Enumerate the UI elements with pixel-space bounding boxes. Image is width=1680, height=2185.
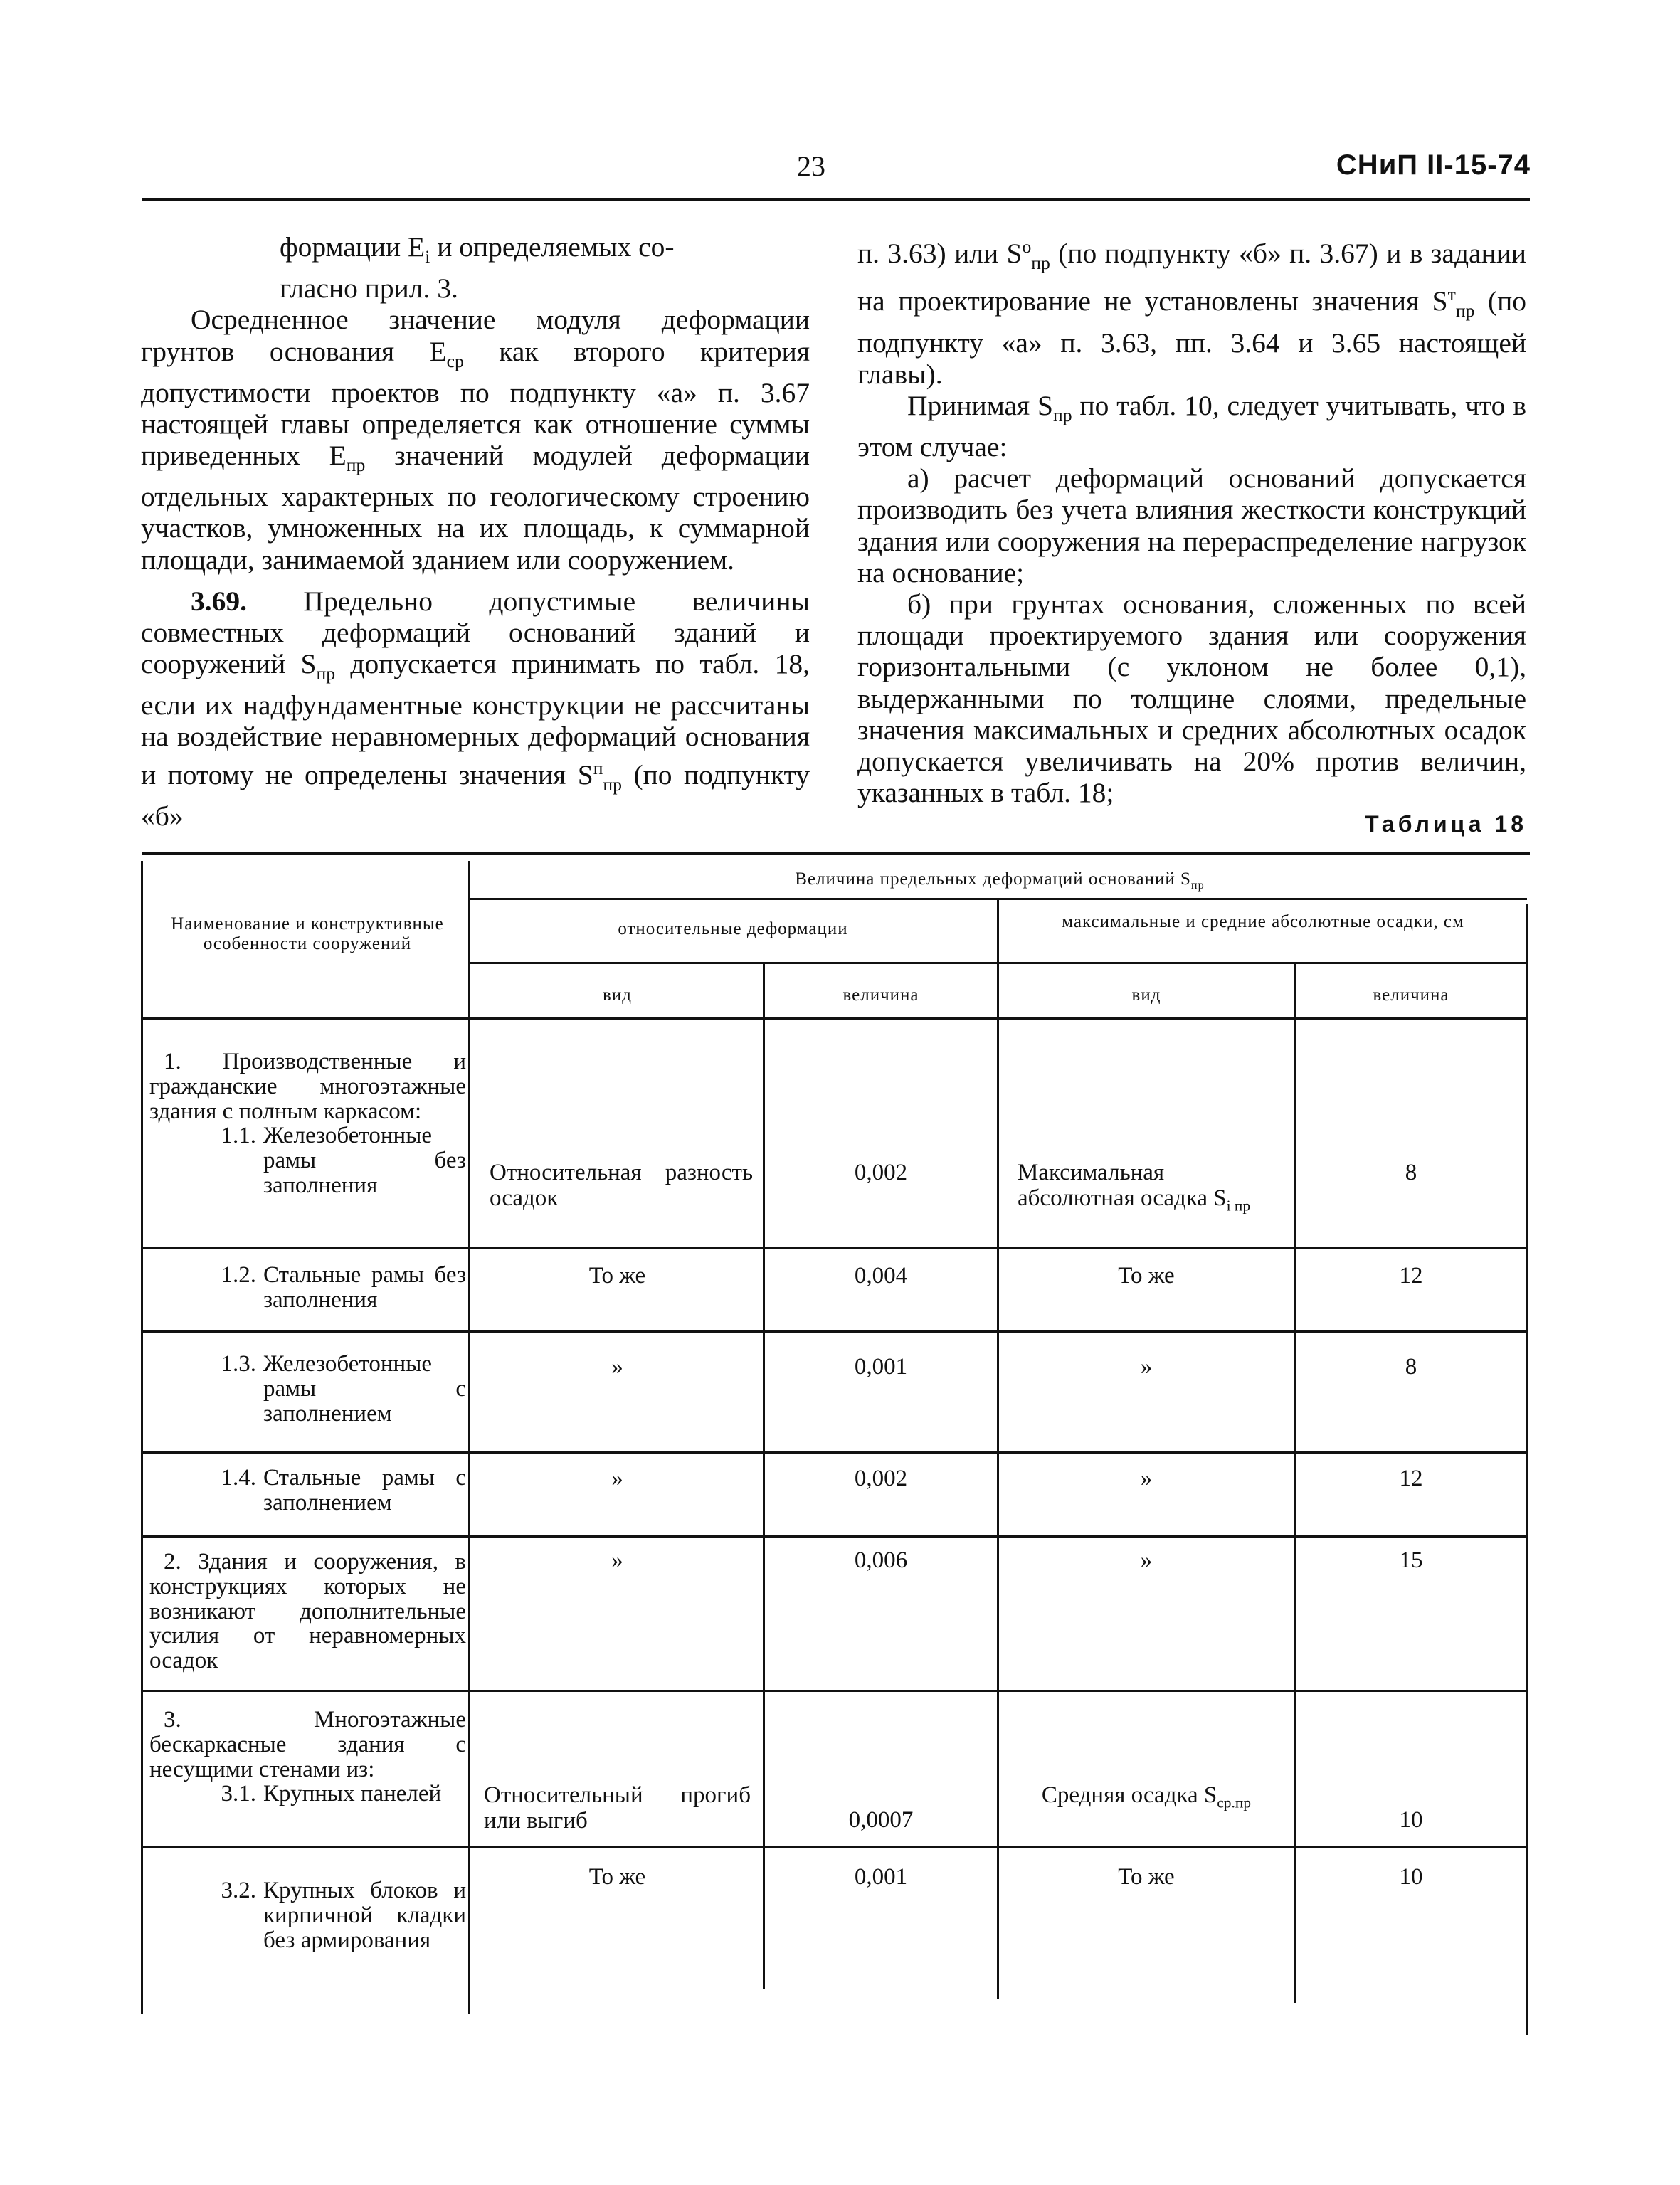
row-7-name: 3.2. Крупных блоков и кирпичной кладки без армирования [221,1878,466,1953]
table-hline-r5 [142,1690,1527,1692]
row-4-rel-value: 0,002 [854,1466,908,1491]
row-3-abs-value: 8 [1405,1354,1417,1380]
paragraph-average-modulus: Осредненное значение модуля деформации грунтов основания $E_{ср}$ как второго критерия допустимости проектов по подпункту «а» п. 3.67 настоящей главы определяется как отношение суммы приведенных $E_{пр}$ значений модулей деформации отдельных характерных по геологическому строению участков, умноженных на их площадь, к суммарной площади, занимаемой зданием или сооружением. [141,304,810,576]
row-5-rel-value: 0,006 [854,1548,908,1573]
row-1-abs-type: Максимальная абсолютная осадка $S_{i пр}$ [1018,1160,1251,1215]
row-6-abs-type: Средняя осадка $S_{ср.пр}$ [1041,1782,1252,1811]
row-1-rel-value: 0,002 [854,1160,908,1185]
paragraph-item-b: б) при грунтах основания, сложенных по всей площади проектируемого здания или сооружения горизонтальными (с уклоном не более 0,1), выдержанными по толщине слоями, предельные значения максимальных и средних абсолютных осадок допускается увеличивать на 20% против величин, указанных в табл. 18; [857,588,1526,809]
row-6-rel-value: 0,0007 [848,1807,914,1833]
header-name: Наименование и конструктивные особенности сооружений [171,914,444,953]
row-7-abs-type: То же [1118,1864,1175,1890]
paragraph-item-a: а) расчет деформаций оснований допускается производить без учета влияния жесткости конструкций здания или сооружения на перераспределение нагрузок на основание; [857,462,1526,588]
header-vid-abs: вид [1131,985,1161,1005]
header-rule [142,198,1530,201]
row-4-abs-value: 12 [1399,1466,1423,1491]
row-7-abs-value: 10 [1399,1864,1423,1890]
row-1-abs-value: 8 [1405,1160,1417,1185]
table-hline-group [470,898,1527,900]
row-1-name: 1. Производственные и гражданские многоэтажные здания с полным каркасом: 1.1. Железобетонные рамы без заполнения [149,1049,466,1198]
paragraph-continuation-right: п. 3.63) или $S^о_{пр}$ (по подпункту «б» п. 3.67) и в задании на проектирование не установлены значения $S^т_{пр}$ (по подпункту «а» п. 3.63, пп. 3.64 и 3.65 настоящей главы). [857,236,1527,390]
table-hline-head [142,1017,1527,1020]
row-4-rel-type: » [611,1466,623,1491]
table-hline-r2 [142,1330,1527,1333]
row-1-rel-type: Относительная разность осадок [490,1160,753,1211]
row-2-abs-type: То же [1118,1263,1175,1289]
row-6-rel-type: Относительный прогиб или выгиб [484,1782,751,1834]
header-val-abs: величина [1373,985,1449,1005]
row-3-rel-type: » [611,1354,623,1380]
header-val-rel: величина [842,985,919,1005]
header-relative: относительные деформации [618,919,848,938]
row-6-name: 3. Многоэтажные бескаркасные здания с несущими стенами из: 3.1. Крупных панелей [149,1707,466,1807]
table-vline-right [1526,904,1528,2035]
table-vline-abstype [997,900,999,1999]
row-6-abs-value: 10 [1399,1807,1423,1833]
right-column [857,231,1526,808]
paragraph-taking-spr: Принимая $S_{пр}$ по табл. 10, следует учитывать, что в этом случае: [857,389,1526,462]
row-2-abs-value: 12 [1399,1263,1423,1289]
table-vline-left [141,861,143,2014]
row-5-abs-type: » [1140,1548,1153,1573]
row-5-name: 2. Здания и сооружения, в конструкциях которых не возникают дополнительные усилия от неравномерных осадок [149,1549,466,1674]
header-absolute: максимальные и средние абсолютные осадки, см [1062,912,1464,931]
row-3-abs-type: » [1140,1354,1153,1380]
header-vid-rel: вид [603,985,632,1005]
row-4-abs-type: » [1140,1466,1153,1491]
header-group: Величина предельных деформаций оснований $S_{пр}$ [795,869,1205,892]
document-code: СНиП II-15-74 [1336,149,1531,181]
table-hline-sub [470,962,1527,964]
table-hline-r1 [142,1247,1527,1249]
row-5-rel-type: » [611,1548,623,1573]
table-hline-r6 [142,1846,1527,1848]
table-vline-relvalue [763,964,765,1989]
row-3-rel-value: 0,001 [854,1354,908,1380]
table-hline-r4 [142,1535,1527,1538]
paragraph-continuation: формации $E_i$ и определяемых со- гласно прил. 3. [280,231,675,305]
page-number: 23 [797,150,825,182]
table-hline-r3 [142,1451,1527,1454]
row-7-rel-type: То же [588,1864,646,1890]
row-3-name: 1.3. Железобетонные рамы с заполнением [221,1351,466,1427]
row-2-rel-type: То же [588,1263,646,1289]
paragraph-3-69: 3.69. Предельно допустимые величины совместных деформаций оснований зданий и сооружений $S_{пр}$ допускается принимать по табл. 18, если их надфундаментные конструкции не рассчитаны на воздействие неравномерных деформаций основания и потому не определены значения $S^п_{пр}$ (по подпункту «б» [141,585,810,832]
row-4-name: 1.4. Стальные рамы с заполнением [221,1465,466,1515]
left-column [141,231,810,832]
row-2-name: 1.2. Стальные рамы без заполнения [221,1262,466,1313]
row-5-abs-value: 15 [1399,1548,1423,1573]
table-top-rule [142,852,1530,855]
row-7-rel-value: 0,001 [854,1864,908,1890]
table-vline-name [468,861,470,2014]
table-caption: Таблица 18 [1365,811,1527,837]
row-2-rel-value: 0,004 [854,1263,908,1289]
